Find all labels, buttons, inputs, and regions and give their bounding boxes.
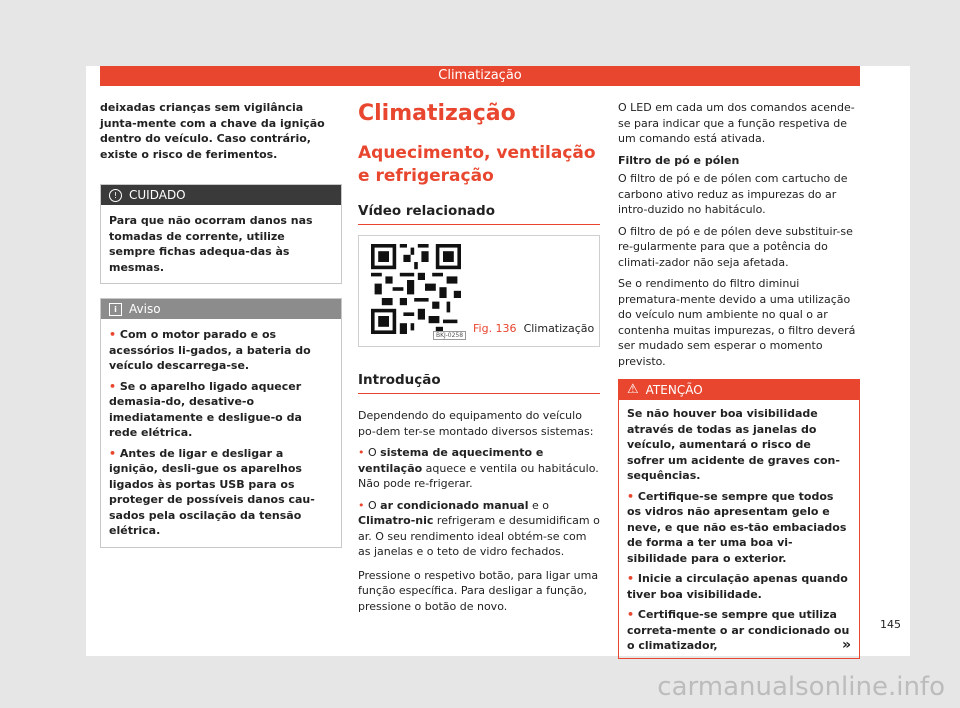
info-icon: i [109,303,122,316]
filter-paragraph: Se o rendimento do filtro diminui prematura-mente devido a uma utilização do veículo num ambiente no qual o ar contenha muitas impurezas, o filtro deverá ser mudado sem esperar o momento previsto. [618,277,856,368]
intro-heading: Introdução [358,371,600,394]
atencao-bullet: • Certifique-se sempre que todos os vidros não apresentam gelo e neve, e que não es-tão embaciados de forma a ter uma boa vi-sibilidade para o exterior. [627,489,847,565]
intro-text: deixadas crianças sem vigilância junta-mente com a chave da ignição dentro do veículo. Caso contrário, existe o risco de ferimentos. [100,101,325,161]
cuidado-box [100,184,342,284]
cuidado-header [101,185,341,205]
button-paragraph: Pressione o respetivo botão, para ligar uma função específica. Para desligar a função, pressione o botão de novo. [358,568,599,613]
aviso-bullet: • Antes de ligar e desligar a ignição, desli-gue os aparelhos ligados às portas USB para os proteger de possíveis danos cau-sados pela oscilação da tensão elétrica. [109,446,315,537]
section-title: Climatização [358,101,516,126]
atencao-title: ATENÇÃO [645,383,703,397]
middle-column [358,100,600,620]
filter-paragraph: O filtro de pó e de pólen deve substituir-se re-gularmente para que a potência do climati-zador não seja afetada. [618,224,853,269]
system-bullet: • O sistema de aquecimento e ventilação aquece e ventila ou habitáculo. Não pode re-frigerar. [358,446,599,490]
left-column [100,100,342,548]
intro-paragraph: Dependendo do equipamento do veículo po-dem ter-se montado diversos sistemas: [358,409,594,438]
system-bullet: • O ar condicionado manual e o Climatro-nic refrigeram e desumidificam o ar. O seu rendimento ideal obtém-se com as janelas e o teto de vidro fechados. [358,498,600,558]
atencao-bullet: • Inicie a circulação apenas quando tiver boa visibilidade. [627,572,848,601]
led-paragraph: O LED em cada um dos comandos acende-se para indicar que a função respetiva de um comando está ativada. [618,101,855,145]
figure-code: BKJ-0258 [433,331,466,340]
page-header: Climatização [100,66,860,86]
aviso-title: Aviso [129,302,161,316]
video-heading: Vídeo relacionado [358,202,600,225]
aviso-header [101,299,341,319]
aviso-bullet: • Com o motor parado e os acessórios li-gados, a bateria do veículo descarrega-se. [109,328,311,372]
filter-paragraph: O filtro de pó e de pólen com cartucho de carbono ativo reduz as impurezas do ar intro-duzido no habitáculo. [618,172,848,216]
cuidado-text: Para que não ocorram danos nas tomadas de corrente, utilize sempre fichas adequa-das às mesmas. [109,214,313,274]
watermark: carmanualsonline.info [657,672,945,702]
aviso-bullet: • Se o aparelho ligado aquecer demasia-do, desative-o imediatamente e desligue-o da rede elétrica. [109,379,302,439]
warning-icon: ⚠ [627,382,639,397]
caution-icon: ! [109,189,122,202]
figure-136 [358,235,600,347]
atencao-intro: Se não houver boa visibilidade através de todas as janelas do veículo, aumentará o risco de sofrer um acidente de graves con-sequências. [627,407,840,482]
aviso-box [100,298,342,548]
page-number: 145 [880,618,901,631]
atencao-box [618,379,860,659]
filter-heading: Filtro de pó e pólen [618,153,740,167]
subsection-title: Aquecimento, ventilação e refrigeração [358,143,596,186]
figure-caption: Fig. 136 Climatização [473,322,595,335]
continue-arrow[interactable]: » [841,637,851,653]
cuidado-title: CUIDADO [129,188,186,202]
qr-code[interactable] [371,244,461,334]
atencao-header [619,380,859,400]
atencao-bullet: • Certifique-se sempre que utiliza correta-mente o ar condicionado ou o climatizador, » [627,608,851,653]
right-column [618,100,860,659]
